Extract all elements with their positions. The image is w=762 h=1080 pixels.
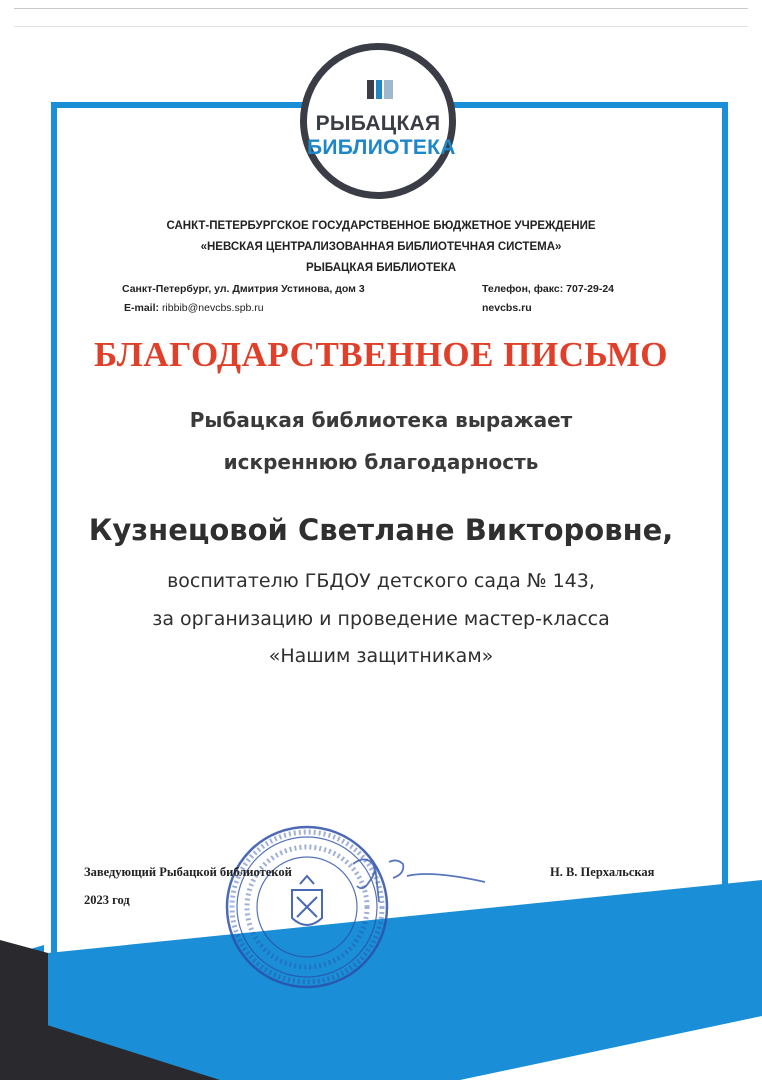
letter-title: БЛАГОДАРСТВЕННОЕ ПИСЬМО xyxy=(94,335,668,374)
email-label: E-mail: xyxy=(124,302,160,314)
address: Санкт-Петербург, ул. Дмитрия Устинова, дом 3 xyxy=(122,283,365,295)
email-value: ribbib@nevcbs.spb.ru xyxy=(161,302,264,314)
logo-word-1: РЫБАЦКАЯ xyxy=(315,112,441,135)
lead-line-1: Рыбацкая библиотека выражает xyxy=(189,408,573,432)
signatory-position: Заведующий Рыбацкой библиотекой xyxy=(84,865,292,879)
handwritten-signature xyxy=(335,852,495,908)
letter-year: 2023 год xyxy=(84,893,130,907)
phone: Телефон, факс: 707-29-24 xyxy=(482,283,615,295)
lead-line-2: искреннюю благодарность xyxy=(223,450,539,474)
logo-word-2: БИБЛИОТЕКА xyxy=(307,136,456,159)
library-logo xyxy=(300,43,456,199)
book-icon xyxy=(365,78,395,100)
org-line-1: САНКТ-ПЕТЕРБУРГСКОЕ ГОСУДАРСТВЕННОЕ БЮДЖЕТНОЕ УЧРЕЖДЕНИЕ xyxy=(166,220,596,232)
description-line-1: воспитателю ГБДОУ детского сада № 143, xyxy=(167,570,595,592)
description-line-3: «Нашим защитникам» xyxy=(268,645,494,667)
email-line xyxy=(124,302,264,314)
org-line-3: РЫБАЦКАЯ БИБЛИОТЕКА xyxy=(305,262,457,274)
coat-of-arms-icon xyxy=(292,876,322,925)
recipient-name: Кузнецовой Светлане Викторовне, xyxy=(88,513,674,547)
signatory-name: Н. В. Перхальская xyxy=(550,865,655,879)
org-line-2: «НЕВСКАЯ ЦЕНТРАЛИЗОВАННАЯ БИБЛИОТЕЧНАЯ СИСТЕМА» xyxy=(200,241,562,253)
description-line-2: за организацию и проведение мастер-класса xyxy=(152,608,610,630)
website: nevcbs.ru xyxy=(482,302,532,314)
